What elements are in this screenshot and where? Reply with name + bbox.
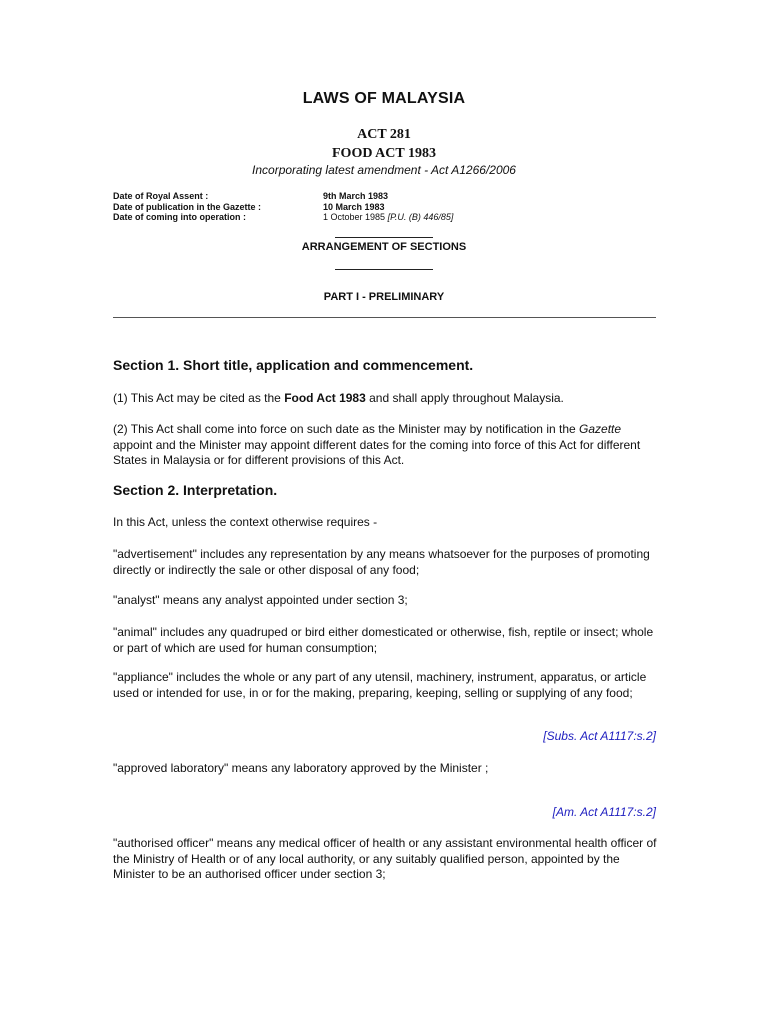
s1p1-text-a: (1) This Act may be cited as the (113, 391, 285, 405)
dates-table (113, 191, 453, 223)
operation-row (113, 212, 453, 223)
divider-bottom (335, 269, 433, 270)
amendment-note: Incorporating latest amendment - Act A1266/2006 (252, 163, 516, 177)
section-2-heading: Section 2. Interpretation. (113, 482, 278, 498)
publication-row (113, 202, 453, 213)
operation-reference: [P.U. (B) 446/85] (387, 212, 454, 222)
part-rule (113, 317, 656, 318)
s1p2-text-a: (2) This Act shall come into force on such date as the Minister may by notification in the (113, 422, 580, 436)
operation-label: Date of coming into operation : (113, 212, 246, 222)
definition-approved-laboratory: "approved laboratory" means any laboratory approved by the Minister ; (113, 761, 489, 775)
s1p1-text-b: and shall apply throughout Malaysia. (365, 391, 564, 405)
royal-assent-label: Date of Royal Assent : (113, 191, 209, 201)
arrangement-title: ARRANGEMENT OF SECTIONS (301, 241, 467, 253)
operation-value-wrap (323, 212, 453, 223)
approved-laboratory-amendment-link[interactable]: [Am. Act A1117:s.2] (552, 805, 656, 819)
section-1-paragraph-2 (113, 422, 658, 469)
divider-top (335, 237, 433, 238)
operation-value: 1 October 1985 (323, 212, 386, 222)
definition-appliance: "appliance" includes the whole or any part of any utensil, machinery, instrument, apparatus, or article used or intended for use, in or for the making, preparing, keeping, selling or supplying of any food; (113, 670, 647, 700)
gazette-term: Gazette (579, 422, 622, 436)
s1p2-text-b: appoint and the Minister may appoint different dates for the coming into force of this Act for different States in Malaysia or for different provisions of this Act. (113, 437, 641, 467)
act-name: FOOD ACT 1983 (332, 146, 436, 161)
section-1-heading: Section 1. Short title, application and commencement. (113, 357, 474, 373)
definition-authorised-officer: "authorised officer" means any medical officer of health or any assistant environmental health officer of the Ministry of Health or of any local authority, or any suitably qualified person, appointed by the Minister to be an authorised officer under section 3; (113, 836, 657, 881)
part-title: PART I - PRELIMINARY (323, 291, 445, 303)
definition-analyst: "analyst" means any analyst appointed under section 3; (113, 593, 408, 607)
royal-assent-value: 9th March 1983 (323, 191, 389, 201)
definition-animal: "animal" includes any quadruped or bird either domesticated or otherwise, fish, reptile or insect; whole or part of which are used for human consumption; (113, 625, 654, 655)
section-2-intro: In this Act, unless the context otherwise requires - (113, 515, 378, 529)
appliance-amendment-link[interactable]: [Subs. Act A1117:s.2] (543, 729, 656, 743)
definition-advertisement: "advertisement" includes any representation by any means whatsoever for the purposes of promoting directly or indirectly the sale or other disposal of any food; (113, 547, 650, 577)
section-1-paragraph-1 (113, 391, 658, 407)
act-short-title: Food Act 1983 (284, 391, 366, 405)
laws-title: LAWS OF MALAYSIA (302, 90, 466, 107)
publication-label: Date of publication in the Gazette : (113, 201, 262, 212)
act-number: ACT 281 (357, 127, 411, 142)
publication-value: 10 March 1983 (323, 201, 385, 212)
royal-assent-row (113, 191, 453, 202)
